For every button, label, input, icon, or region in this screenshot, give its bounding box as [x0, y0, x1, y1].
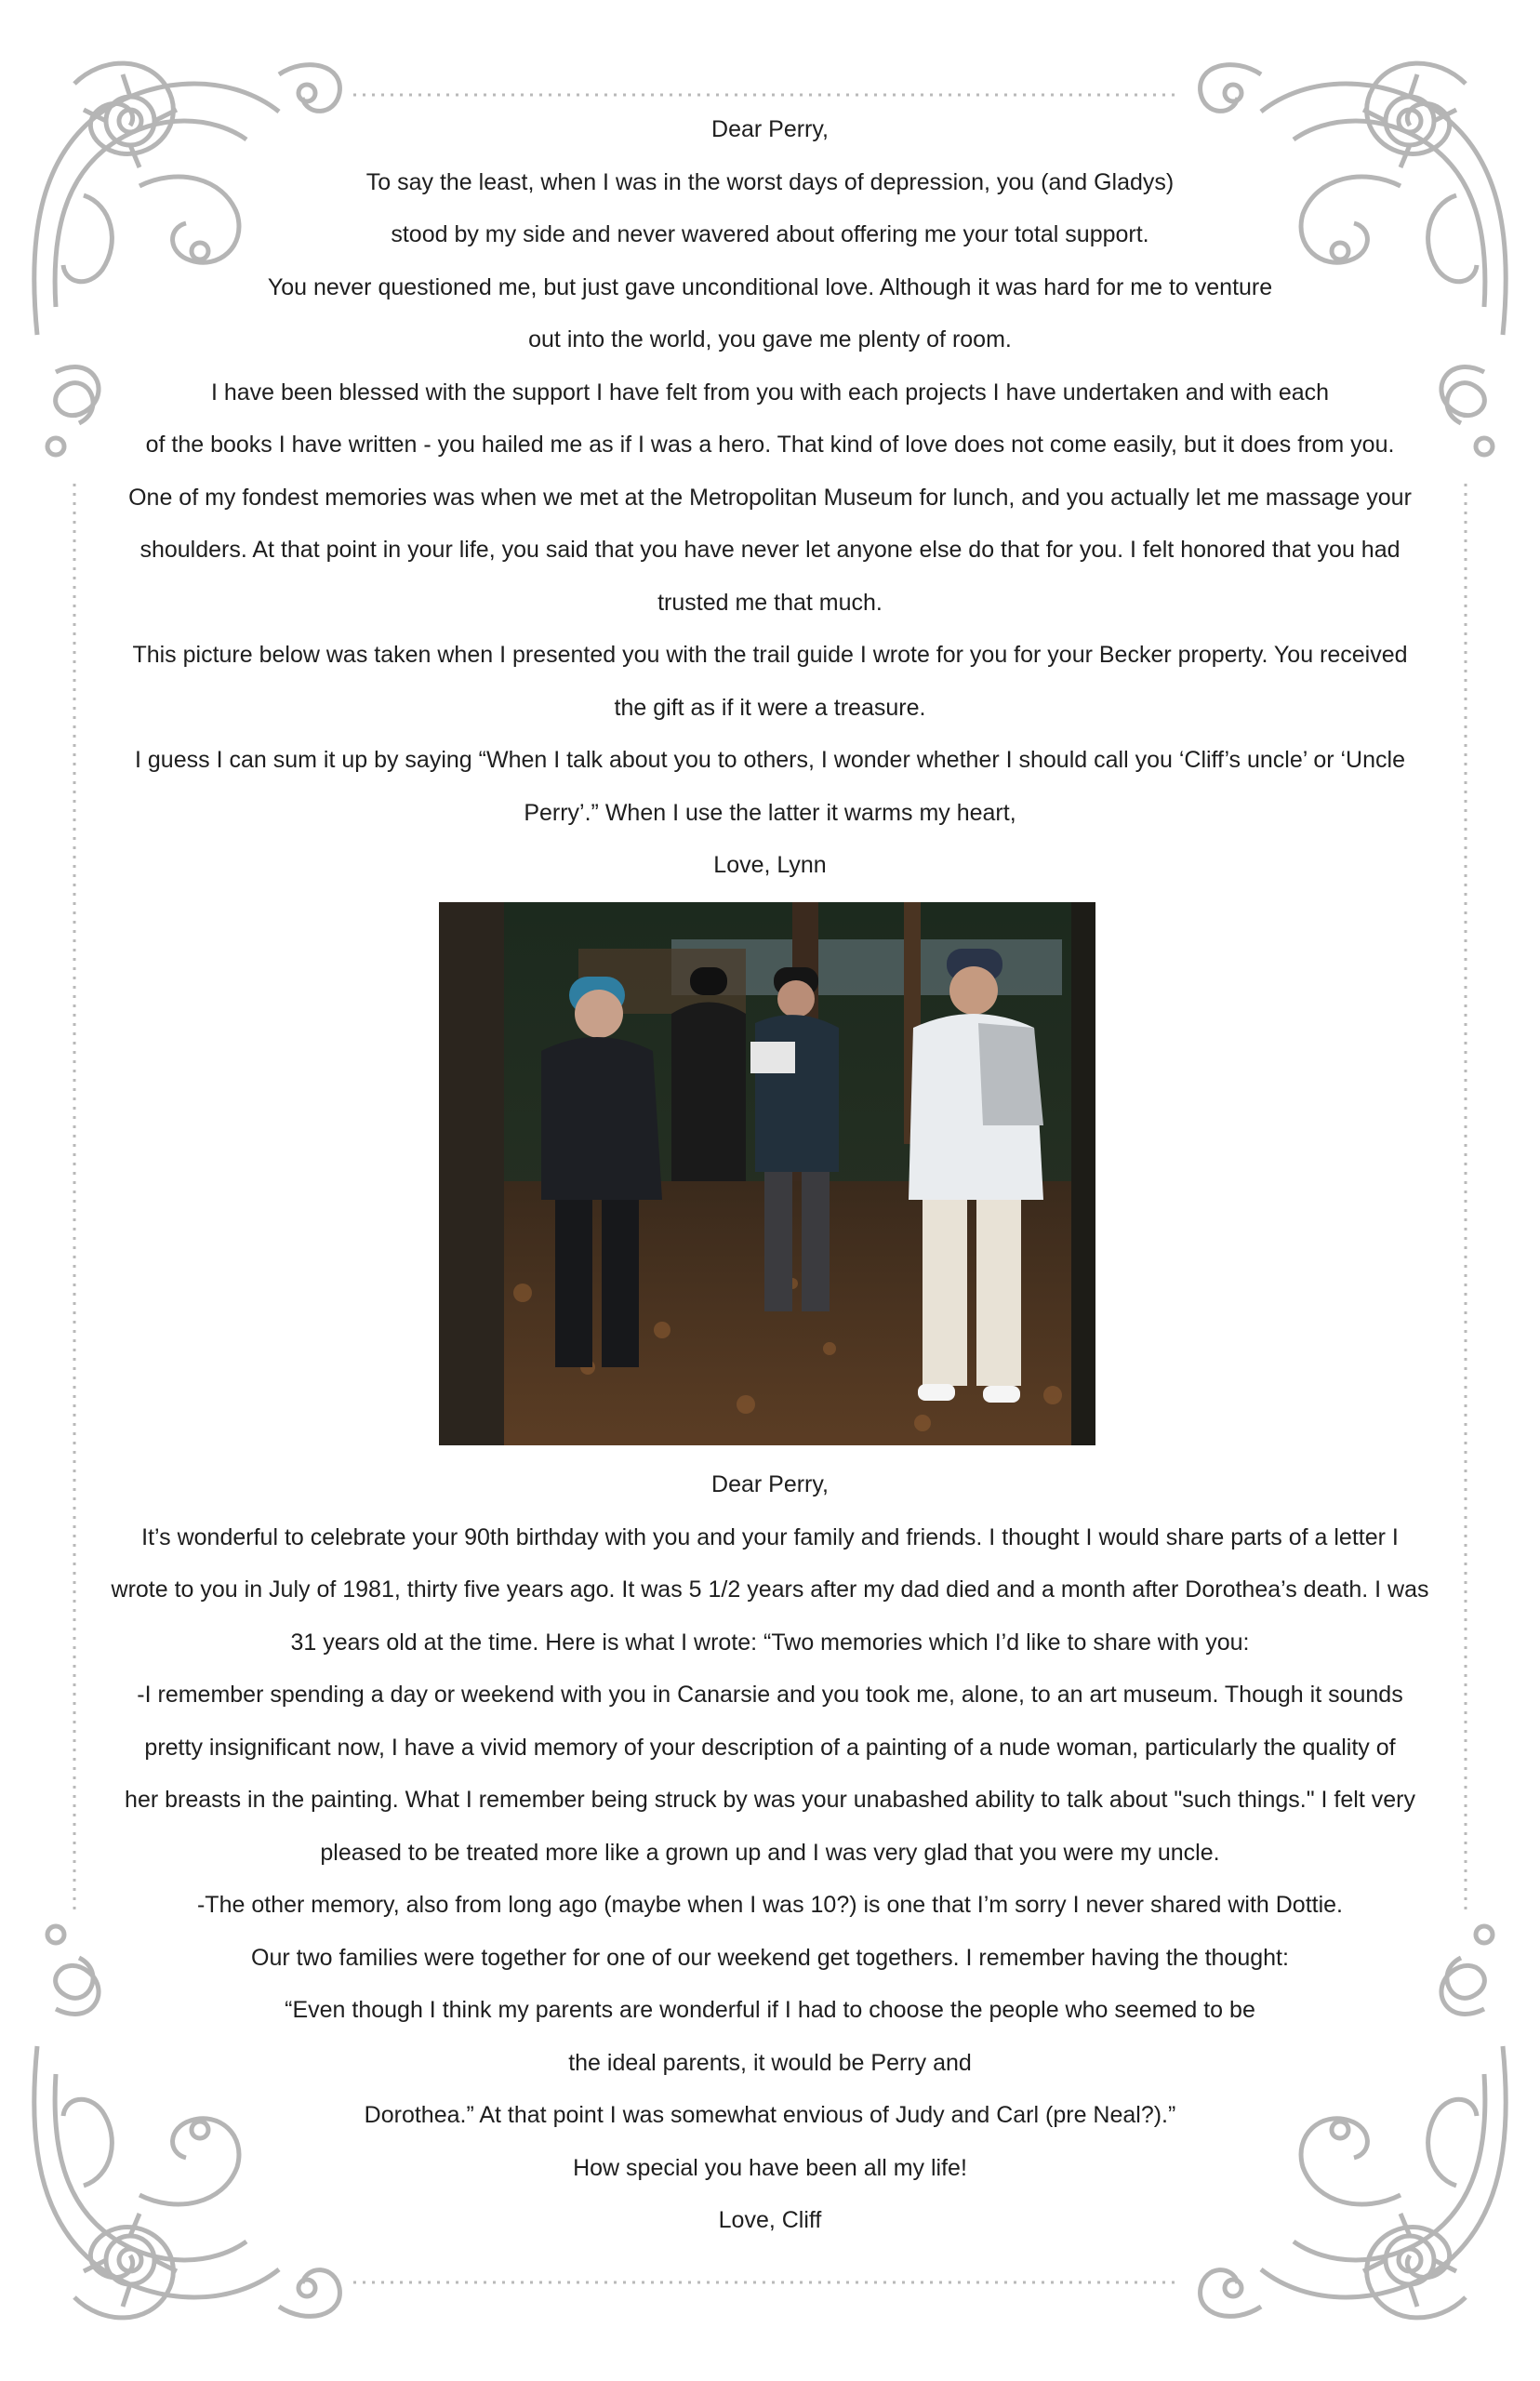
letter-line: “Even though I think my parents are wonderful if I had to choose the people who seemed to be — [285, 1997, 1255, 2023]
letter-line: her breasts in the painting. What I remember being struck by was your unabashed ability to talk about "such things." I felt very — [125, 1787, 1415, 1813]
letter-from-cliff — [93, 1458, 1447, 2247]
letter-line: -I remember spending a day or weekend with you in Canarsie and you took me, alone, to an art museum. Though it sounds — [137, 1682, 1403, 1708]
letter-line: 31 years old at the time. Here is what I wrote: “Two memories which I’d like to share with you: — [290, 1629, 1250, 1656]
letter-line: the ideal parents, it would be Perry and — [568, 2049, 972, 2076]
letter-line: You never questioned me, but just gave unconditional love. Although it was hard for me to venture — [267, 273, 1273, 300]
letter-line: This picture below was taken when I presented you with the trail guide I wrote for you for your Becker property. You received — [132, 642, 1408, 668]
salutation: Dear Perry, — [711, 1471, 829, 1497]
signature: Love, Lynn — [713, 852, 827, 878]
letter-line: out into the world, you gave me plenty of room. — [528, 326, 1012, 352]
letter-line: I have been blessed with the support I have felt from you with each projects I have undertaken and with each — [210, 379, 1330, 406]
letter-line: One of my fondest memories was when we met at the Metropolitan Museum for lunch, and you actually let me massage your — [128, 484, 1412, 511]
letter-line: -The other memory, also from long ago (maybe when I was 10?) is one that I’m sorry I never shared with Dottie. — [196, 1892, 1343, 1918]
letter-line: It’s wonderful to celebrate your 90th birthday with you and your family and friends. I thought I would share parts of a letter I — [141, 1523, 1399, 1550]
salutation: Dear Perry, — [711, 116, 829, 142]
photo-trail-guide-presentation — [439, 902, 1095, 1445]
signature: Love, Cliff — [718, 2207, 822, 2233]
letter-line: I guess I can sum it up by saying “When I talk about you to others, I wonder whether I should call you ‘Cliff’s uncle’ or ‘Uncle — [135, 747, 1405, 773]
letter-line: Perry’.” When I use the latter it warms my heart, — [524, 799, 1016, 826]
letter-line: trusted me that much. — [657, 589, 883, 616]
letter-line: the gift as if it were a treasure. — [614, 694, 926, 721]
letter-line: shoulders. At that point in your life, you said that you have never let anyone else do that for you. I felt honored that you had — [139, 537, 1401, 563]
letter-from-lynn — [93, 103, 1447, 892]
letter-line: Our two families were together for one of our weekend get togethers. I remember having the thought: — [251, 1944, 1289, 1971]
letter-line: of the books I have written - you hailed me as if I was a hero. That kind of love does not come easily, but it does from you. — [145, 432, 1395, 458]
letter-line: pretty insignificant now, I have a vivid memory of your description of a painting of a nude woman, particularly the quality of — [144, 1734, 1396, 1761]
letter-line: Dorothea.” At that point I was somewhat envious of Judy and Carl (pre Neal?).” — [364, 2102, 1176, 2128]
letter-line: wrote to you in July of 1981, thirty five years ago. It was 5 1/2 years after my dad died and a month after Dorothea’s death. I was — [111, 1576, 1429, 1603]
letter-line: How special you have been all my life! — [573, 2154, 967, 2181]
letter-line: To say the least, when I was in the worst days of depression, you (and Gladys) — [365, 168, 1175, 195]
letter-line: pleased to be treated more like a grown up and I was very glad that you were my uncle. — [320, 1839, 1220, 1866]
letter-line: stood by my side and never wavered about offering me your total support. — [391, 221, 1149, 247]
